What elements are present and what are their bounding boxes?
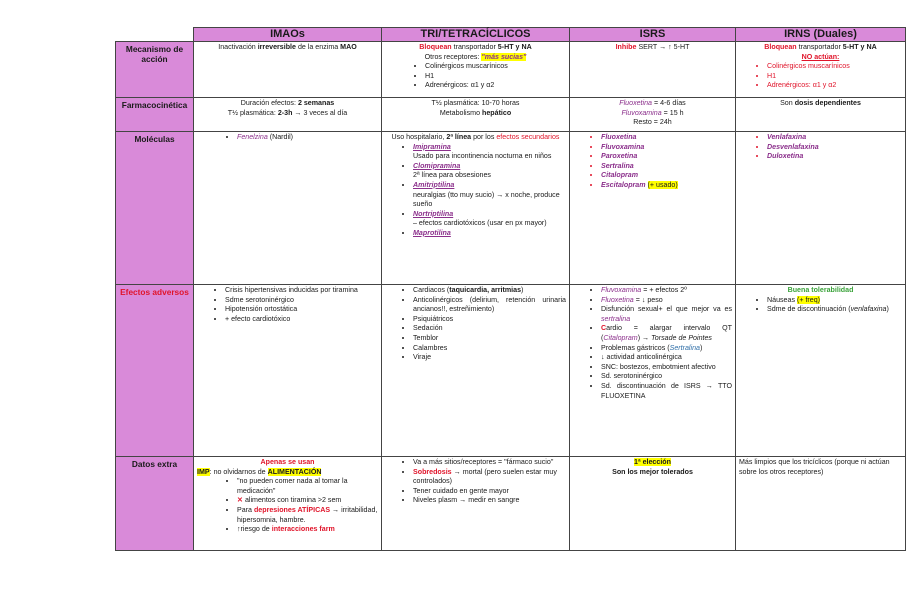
cell-dat-tri	[382, 457, 570, 551]
list-item: • SNC: bostezos, embotmient afectivo	[601, 363, 732, 373]
list-item: • Fenelzina (Nardil)	[237, 133, 378, 143]
cell-efe-imao	[194, 285, 382, 457]
header-irns: IRNS (Duales)	[736, 28, 906, 42]
cell-mol-imao	[194, 132, 382, 285]
list-item: • Colinérgicos muscarínicos	[767, 62, 902, 72]
list-item: • Nortriptilina – efectos cardiotóxicos (usar en px mayor)	[413, 210, 566, 229]
header-tricyclics: TRI/TETRACÍCLICOS	[382, 28, 570, 42]
list-item: • Disfunción sexual+ el que mejor va es sertralina	[601, 305, 732, 324]
list-item: • Desvenlafaxina	[767, 143, 902, 153]
cell-mol-irns	[736, 132, 906, 285]
header-isrs: ISRS	[570, 28, 736, 42]
list-item: • H1	[767, 72, 902, 82]
cell-efe-isrs	[570, 285, 736, 457]
list-item: • Escitalopram (+ usado)	[601, 181, 732, 191]
cell-efe-irns: Buena tolerabilidad • Náuseas (+ freq) • Sdme de discontinuación (venlafaxina)	[736, 285, 906, 457]
list-item: • Problemas gástricos (Sertralina)	[601, 344, 732, 354]
cell-farm-isrs: Fluoxetina = 4-6 días Fluvoxamina = 15 h Resto = 24h	[570, 98, 736, 132]
row-label-datos: Datos extra	[116, 457, 194, 551]
list-item: • Fluvoxamina	[601, 143, 732, 153]
list-item: • Colinérgicos muscarínicos	[425, 62, 566, 72]
cross-icon: ✕	[237, 496, 243, 505]
list-item: • Náuseas (+ freq)	[767, 296, 902, 306]
cell-mec-tri: Bloquean transportador 5-HT y NA Otros receptores: "más sucias" • Colinérgicos muscarínicos • H1 • Adrenérgicos: α1 y α2	[382, 42, 570, 98]
list-item: • Sedación	[413, 324, 566, 334]
row-label-mecanismo: Mecanismo de acción	[116, 42, 194, 98]
cell-dat-isrs: 1ª elección Son los mejor tolerados	[570, 457, 736, 551]
list-item: • Fluvoxamina = + efectos 2º	[601, 286, 732, 296]
list-item: • Adrenérgicos: α1 y α2	[767, 81, 902, 91]
list-item: • "no pueden comer nada al tomar la medicación"	[237, 477, 378, 496]
list-item: • Sobredosis → mortal (pero suelen estar muy controlados)	[413, 468, 566, 487]
row-label-moleculas: Moléculas	[116, 132, 194, 285]
list-item: • Va a más sitios/receptores = "fármaco sucio"	[413, 458, 566, 468]
list-item: • Viraje	[413, 353, 566, 363]
cell-mec-isrs: Inhibe SERT → ↑ 5-HT	[570, 42, 736, 98]
cell-farm-irns: Son dosis dependientes	[736, 98, 906, 132]
list-item: • Imipramina Usado para incontinencia nocturna en niños	[413, 143, 566, 162]
list-item: • ✕ alimentos con tiramina >2 sem	[237, 496, 378, 506]
list-item: • Citalopram	[601, 171, 732, 181]
list-item: • Adrenérgicos: α1 y α2	[425, 81, 566, 91]
list-item: • Cardio = alargar intervalo QT (Citalopram) → Torsade de Pointes	[601, 324, 732, 343]
list-item: • Fluoxetina	[601, 133, 732, 143]
list-item: • Sertralina	[601, 162, 732, 172]
list-item: • Sd. serotoninérgico	[601, 372, 732, 382]
list-item: • Para depresiones ATÍPICAS → irritabilidad, hipersomnia, hambre.	[237, 506, 378, 525]
list-item: • ↑riesgo de interacciones farm	[237, 525, 378, 535]
list-item: • Clomipramina 2ª línea para obsesiones	[413, 162, 566, 181]
cell-dat-irns: Más limpios que los tricíclicos (porque ni actúan sobre los otros receptores)	[736, 457, 906, 551]
list-item: • Fluoxetina = ↓ peso	[601, 296, 732, 306]
list-item: • Tener cuidado en gente mayor	[413, 487, 566, 497]
list-item: • Niveles plasm → medir en sangre	[413, 496, 566, 506]
cell-farm-tri: T½ plasmática: 10-70 horas Metabolismo hepático	[382, 98, 570, 132]
list-item: • Maprotilina	[413, 229, 566, 239]
list-item: • Psiquiátricos	[413, 315, 566, 325]
list-item: • Temblor	[413, 334, 566, 344]
corner-cell	[116, 28, 194, 42]
cell-dat-imao: Apenas se usan IMP: no olvidarnos de ALIMENTACIÓN • "no pueden comer nada al tomar la medicación" • ✕ alimentos con tiramina >2 sem • Para depresiones ATÍPICAS → irritabilidad, hipersomnia, hambre. • ↑riesgo de interacciones farm	[194, 457, 382, 551]
cell-efe-tri	[382, 285, 570, 457]
row-label-farmacocinetica: Farmacocinética	[116, 98, 194, 132]
cell-mec-imao: Inactivación irreversible de la enzima MAO	[194, 42, 382, 98]
list-item: • Venlafaxina	[767, 133, 902, 143]
list-item: • Sdme de discontinuación (venlafaxina)	[767, 305, 902, 315]
list-item: • + efecto cardiotóxico	[225, 315, 378, 325]
list-item: • Amitriptilina neuralgias (tto muy sucio) → x noche, produce sueño	[413, 181, 566, 210]
list-item: • Sd. discontinuación de ISRS → TTO FLUOXETINA	[601, 382, 732, 401]
list-item: • Sdme serotoninérgico	[225, 296, 378, 306]
list-item: • Paroxetina	[601, 152, 732, 162]
list-item: • Anticolinérgicos (delirium, retención urinaria ancianos!!, estreñimiento)	[413, 296, 566, 315]
cell-mol-tri: Uso hospitalario, 2ª línea por los efectos secundarios • Imipramina Usado para incontinencia nocturna en niños • Clomipramina 2ª línea para obsesiones • Amitriptilina neuralgias (tto muy sucio) → x noche, produce sueño • Nortriptilina – efectos cardiotóxicos (usar en px mayor) • Maprotilina	[382, 132, 570, 285]
list-item: • Hipotensión ortostática	[225, 305, 378, 315]
list-item: • Crisis hipertensivas inducidas por tiramina	[225, 286, 378, 296]
list-item: • Duloxetina	[767, 152, 902, 162]
cell-mec-irns: Bloquean transportador 5-HT y NA NO actúan: • Colinérgicos muscarínicos • H1 • Adrenérgicos: α1 y α2	[736, 42, 906, 98]
list-item: • Calambres	[413, 344, 566, 354]
cell-farm-imao: Duración efectos: 2 semanas T½ plasmática: 2-3h → 3 veces al día	[194, 98, 382, 132]
antidepressant-table	[115, 27, 906, 551]
header-imaos: IMAOs	[194, 28, 382, 42]
cell-mol-isrs	[570, 132, 736, 285]
list-item: • H1	[425, 72, 566, 82]
row-label-efectos: Efectos adversos	[116, 285, 194, 457]
list-item: • ↓ actividad anticolinérgica	[601, 353, 732, 363]
list-item: • Cardiacos (taquicardia, arritmias)	[413, 286, 566, 296]
